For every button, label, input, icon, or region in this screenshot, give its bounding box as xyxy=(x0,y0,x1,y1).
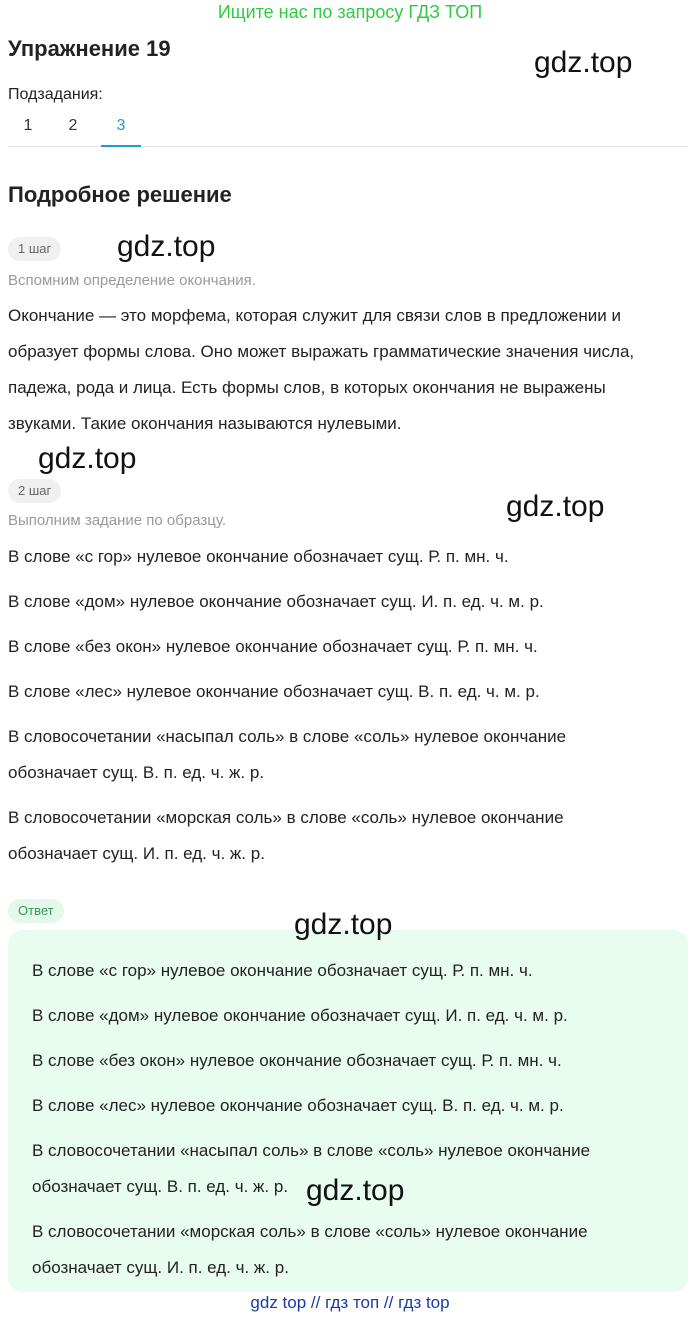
tab-3[interactable]: 3 xyxy=(101,112,141,147)
answer-line: обозначает сущ. И. п. ед. ч. ж. р. xyxy=(32,1258,289,1277)
watermark: gdz.top xyxy=(117,230,216,263)
step2-line: В слове «дом» нулевое окончание обозначает сущ. И. п. ед. ч. м. р. xyxy=(8,592,544,611)
answer-box xyxy=(8,930,688,1292)
tab-2[interactable]: 2 xyxy=(68,117,78,134)
answer-line: обозначает сущ. В. п. ед. ч. ж. р. xyxy=(32,1177,289,1196)
step2-line: обозначает сущ. В. п. ед. ч. ж. р. xyxy=(8,763,265,782)
answer-line: В словосочетании «морская соль» в слове «соль» нулевое окончание xyxy=(32,1222,588,1241)
watermark: gdz.top xyxy=(294,908,393,941)
answer-badge: Ответ xyxy=(8,899,64,923)
tab-1[interactable]: 1 xyxy=(23,117,33,134)
step2-line: В слове «с гор» нулевое окончание обозначает сущ. Р. п. мн. ч. xyxy=(8,547,509,566)
answer-line: В слове «дом» нулевое окончание обозначает сущ. И. п. ед. ч. м. р. xyxy=(32,1006,568,1025)
watermark: gdz.top xyxy=(534,46,633,79)
text-line: звуками. Такие окончания называются нулевыми. xyxy=(8,414,402,433)
text-line: падежа, рода и лица. Есть формы слов, в которых окончания не выражены xyxy=(8,378,606,397)
watermark: gdz.top xyxy=(506,490,605,523)
answer-line: В слове «без окон» нулевое окончание обозначает сущ. Р. п. мн. ч. xyxy=(32,1051,562,1070)
solution-title: Подробное решение xyxy=(8,182,232,207)
text-line: образует формы слова. Оно может выражать грамматические значения числа, xyxy=(8,342,635,361)
step1-hint: Вспомним определение окончания. xyxy=(8,272,256,289)
step1-badge: 1 шаг xyxy=(8,237,61,261)
step2-line: В слове «без окон» нулевое окончание обозначает сущ. Р. п. мн. ч. xyxy=(8,637,538,656)
watermark: gdz.top xyxy=(306,1174,405,1207)
answer-line: В слове «с гор» нулевое окончание обозначает сущ. Р. п. мн. ч. xyxy=(32,961,533,980)
step2-line: В словосочетании «насыпал соль» в слове «соль» нулевое окончание xyxy=(8,727,567,746)
promo-banner: Ищите нас по запросу ГДЗ ТОП xyxy=(217,2,483,22)
watermark: gdz.top xyxy=(38,442,137,475)
step1-text xyxy=(8,298,688,442)
subtasks-label: Подзадания: xyxy=(8,86,103,103)
step2-line: В слове «лес» нулевое окончание обозначает сущ. В. п. ед. ч. м. р. xyxy=(8,682,540,701)
step2-line: В словосочетании «морская соль» в слове «соль» нулевое окончание xyxy=(8,808,564,827)
subtask-tabs xyxy=(8,112,688,147)
step2-hint: Выполним задание по образцу. xyxy=(8,512,227,529)
step2-badge: 2 шаг xyxy=(8,479,61,503)
answer-line: В слове «лес» нулевое окончание обозначает сущ. В. п. ед. ч. м. р. xyxy=(32,1096,564,1115)
footer-links[interactable]: gdz top // гдз топ // гдз top xyxy=(250,1293,450,1312)
text-line: Окончание — это морфема, которая служит для связи слов в предложении и xyxy=(8,306,621,325)
step2-line: обозначает сущ. И. п. ед. ч. ж. р. xyxy=(8,844,265,863)
answer-line: В словосочетании «насыпал соль» в слове «соль» нулевое окончание xyxy=(32,1141,591,1160)
page-title: Упражнение 19 xyxy=(8,36,171,61)
